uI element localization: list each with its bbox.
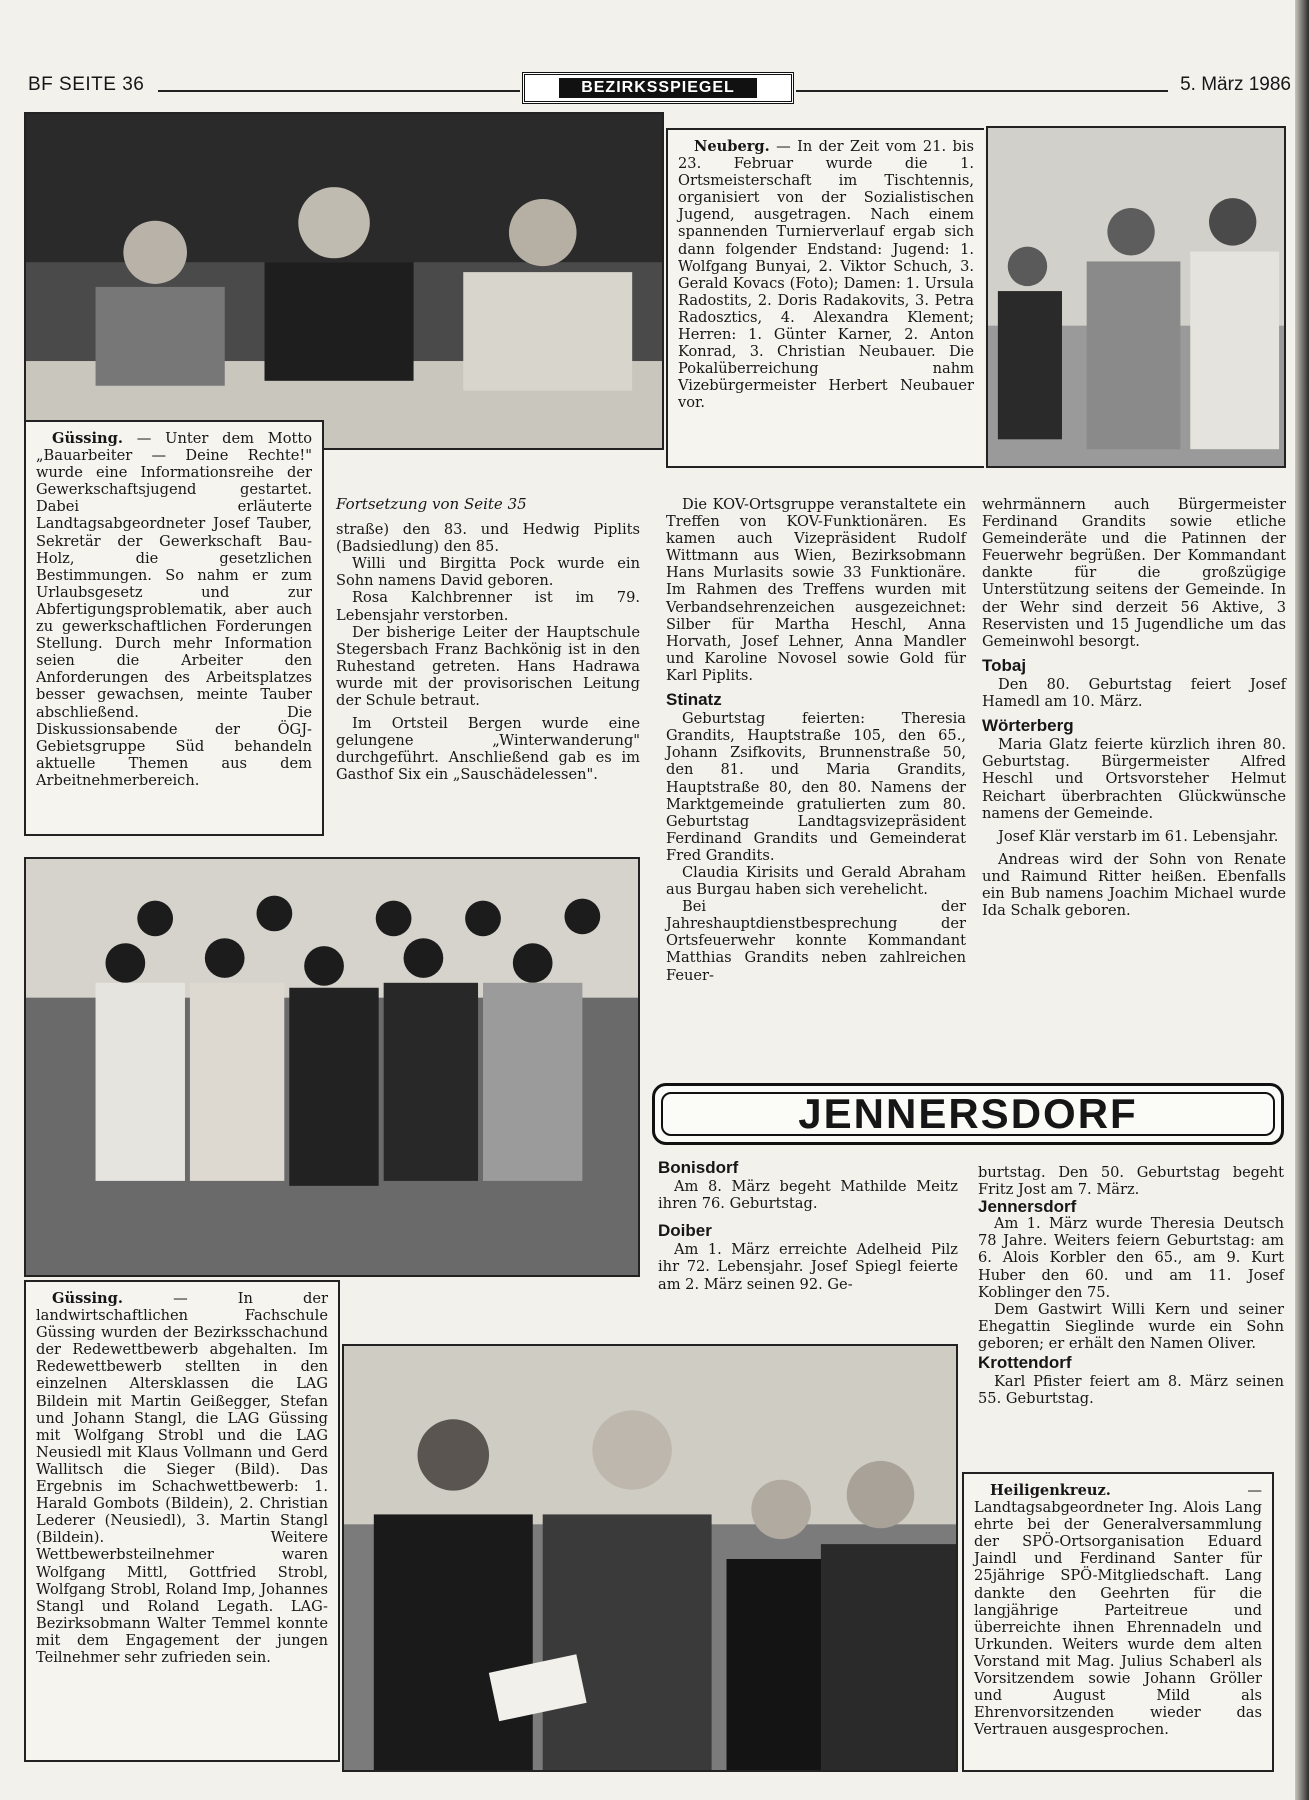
paragraph: Den 80. Geburtstag feiert Josef Hamedl am 10. März. [982, 675, 1286, 711]
paragraph: Geburtstag feierten: Theresia Grandits, Hauptstraße 105, den 65., Johann Zsifkovits, Brunnenstraße 50, den 81. und Maria Grandits, Hauptstraße 80, den 80. Namens der Marktgemeinde gratulierten zum 80. Geburtstag Landtagsvizepräsident Ferdinand Grandits und Gemeinderat Fred Grandits. [666, 710, 966, 864]
section-heading: Krottendorf [978, 1353, 1072, 1373]
paragraph: Die KOV-Ortsgruppe veranstaltete ein Treffen von KOV-Funktionären. Es kamen auch Vizepräsident Rudolf Wittmann aus Wien, Bezirksobmann Hans Murlasits sowie 33 Funktionäre. Im Rahmen des Treffens wurden mit Verbandsehrenzeichen ausgezeichnet: Silber für Martha Heschl, Anna Horvath, Josef Lehner, Anna Mandler und Karoline Novosel sowie Gold für Karl Piplits. [666, 496, 966, 684]
section-heading: Tobaj [982, 655, 1027, 675]
paragraph: Bei der Jahreshauptdienstbesprechung der Ortsfeuerwehr konnte Kommandant Matthias Grandits neben zahlreichen Feuer- [666, 898, 966, 984]
paragraph: Am 8. März begeht Mathilde Meitz ihren 76. Geburtstag. [658, 1178, 958, 1213]
continuation-note: Fortsetzung von Seite 35 [336, 495, 527, 513]
column-stegersbach-continued [336, 496, 640, 784]
region-banner-title: JENNERSDORF [798, 1090, 1138, 1137]
caption-text: — Landtagsabgeordneter Ing. Alois Lang ehrte bei der Generalversammlung der SPÖ-Ortsorganisation Eduard Jaindl und Ferdinand Santer für 25jährige SPÖ-Mitgliedschaft. Lang dankte den Geehrten für die langjährige Parteitreue und überreichte ihnen Ehrennadeln und Urkunden. Weiters wurde dem alten Vorstand mit Mag. Julius Schaberl als Vorsitzendem sowie Johann Gröller und August Mild als Ehrenvorsitzenden wieder das Vertrauen ausgesprochen. [974, 1482, 1262, 1739]
column-bonisdorf-doiber [658, 1152, 958, 1293]
header-rule-left [158, 90, 520, 92]
paragraph: Der bisherige Leiter der Hauptschule Stegersbach Franz Bachkönig ist in den Ruhestand getreten. Hans Hadrawa wurde mit der provisorischen Leitung der Schule betraut. [336, 623, 640, 710]
caption-guessing-union [24, 420, 324, 836]
photo-union-meeting [24, 112, 664, 450]
paragraph: Am 1. März erreichte Adelheid Pilz ihr 72. Lebensjahr. Josef Spiegl feierte am 2. März seinen 92. Ge- [658, 1241, 958, 1293]
caption-heiligenkreuz [962, 1472, 1274, 1772]
paragraph: Maria Glatz feierte kürzlich ihren 80. Geburtstag. Bürgermeister Alfred Heschl und Ortsvorsteher Helmut Reichart überbrachten Glückwünsche namens der Gemeinde. [982, 736, 1286, 822]
section-heading: Bonisdorf [658, 1158, 739, 1177]
page-edge-shadow [1295, 0, 1309, 1800]
issue-date: 5. März 1986 [1180, 74, 1291, 95]
paragraph: Willi und Birgitta Pock wurde ein Sohn namens David geboren. [336, 555, 640, 590]
column-tobaj-woerterberg [982, 496, 1286, 919]
paragraph: Karl Pfister feiert am 8. März seinen 55. Geburtstag. [978, 1373, 1284, 1408]
paragraph: Dem Gastwirt Willi Kern und seiner Ehegattin Sieglinde wurde ein Sohn geboren; er erhält den Namen Oliver. [978, 1300, 1284, 1352]
paragraph: Am 1. März wurde Theresia Deutsch 78 Jahre. Weiters feiern Geburtstag: am 6. Alois Korbler den 65., am 9. Kurt Huber den 60. und am 11. Josef Koblinger den 75. [978, 1215, 1284, 1301]
caption-lead: Neuberg. [694, 138, 770, 155]
photo-party-honours [342, 1344, 958, 1772]
section-heading: Stinatz [666, 690, 722, 710]
paragraph: wehrmännern auch Bürgermeister Ferdinand Grandits sowie etliche Gemeinderäte und die Patinnen der Feuerwehr begrüßen. Der Kommandant dankte für die großzügige Unterstützung seitens der Gemeinde. In der Wehr sind derzeit 56 Aktive, 3 Reservisten und 15 Jugendliche um das Gemeinwohl besorgt. [982, 496, 1286, 650]
caption-neuberg [666, 128, 984, 468]
caption-guessing-contest [24, 1280, 340, 1762]
photo-competition-winners-group [24, 857, 640, 1277]
paragraph: Rosa Kalchbrenner ist im 79. Lebensjahr verstorben. [336, 589, 640, 624]
caption-text: — Unter dem Motto „Bauarbeiter — Deine Rechte!" wurde eine Informationsreihe der Gewerkschaftsjugend gestartet. Dabei erläuterte Landtagsabgeordneter Josef Tauber, Sekretär der Gewerkschaft Bau-Holz, die gesetzlichen Bestimmungen. So nahm er zum Urlaubsgesetz und zur Abfertigungsproblematik, aber auch zu gewerkschaftlichen Forderungen Stellung. Durch mehr Information seien die Arbeiter den Anforderungen des Arbeitsplatzes besser gewachsen, meinte Tauber abschließend. Die Diskussionsabende der ÖGJ-Gebietsgruppe Süd behandeln aktuelle Themen aus dem Arbeitnehmerbereich. [36, 430, 313, 789]
paragraph: Josef Klär verstarb im 61. Lebensjahr. [998, 827, 1279, 845]
paragraph: Andreas wird der Sohn von Renate und Raimund Ritter heißen. Ebenfalls ein Bub namens Joachim Michael wurde Ida Schalk geboren. [982, 850, 1286, 920]
caption-text: — In der landwirtschaftlichen Fachschule Güssing wurden der Bezirksschachund der Redewettbewerb abgehalten. Im Redewettbewerb stellten in den einzelnen Altersklassen die LAG Bildein mit Martin Geißegger, Stefan und Johann Stangl, die LAG Güssing mit Wolfgang Strobl und die LAG Neusiedl mit Klaus Vollmann und Gerd Wallitsch die Sieger (Bild). Das Ergebnis im Schachwettbewerb: 1. Harald Gombots (Bildein), 2. Christian Lederer (Neusiedl), 3. Martin Stangl (Bildein). Weitere Wettbewerbsteilnehmer waren Wolfgang Mittl, Gottfried Strobl, Wolfgang Strobl, Roland Imp, Johannes Stangl und Roland Legath. LAG-Bezirksobmann Walter Temmel konnte mit dem Engagement der jungen Teilnehmer sehr zufrieden sein. [36, 1290, 328, 1666]
section-heading: Jennersdorf [978, 1197, 1077, 1217]
photo-table-tennis-winners [986, 126, 1286, 468]
column-jennersdorf-krottendorf [978, 1164, 1284, 1407]
paragraph: Claudia Kirisits und Gerald Abraham aus Burgau haben sich verehelicht. [666, 863, 966, 899]
caption-text: — In der Zeit vom 21. bis 23. Februar wurde die 1. Ortsmeisterschaft im Tischtennis, organisiert von der Sozialistischen Jugend, ausgetragen. Nach einem spannenden Turnierverlauf ergab sich dann folgender Endstand: Jugend: 1. Wolfgang Bunyai, 2. Viktor Schuch, 3. Gerald Kovacs (Foto); Damen: 1. Ursula Radostits, 2. Doris Radakovits, 3. Petra Radosztics, 4. Alexandra Klement; Herren: 1. Günter Karner, 2. Anton Konrad, 3. Christian Neubauer. Die Pokalüberreichung nahm Vizebürgermeister Herbert Neubauer vor. [678, 138, 974, 412]
caption-lead: Heiligenkreuz. [990, 1482, 1111, 1499]
region-banner [652, 1083, 1284, 1145]
section-label: BEZIRKSSPIEGEL [559, 78, 757, 98]
column-stinatz [666, 496, 966, 984]
paragraph: burtstag. Den 50. Geburtstag begeht Fritz Jost am 7. März. [978, 1164, 1284, 1199]
header-rule-right [796, 90, 1168, 92]
section-heading: Wörterberg [982, 716, 1074, 736]
caption-lead: Güssing. [52, 430, 123, 447]
page-number: BF SEITE 36 [28, 74, 145, 95]
caption-lead: Güssing. [52, 1290, 123, 1307]
paragraph: straße) den 83. und Hedwig Piplits (Badsiedlung) den 85. [336, 521, 640, 556]
section-heading: Doiber [658, 1221, 712, 1241]
section-label-box [522, 72, 794, 104]
paragraph: Im Ortsteil Bergen wurde eine gelungene „Winterwanderung" durchgeführt. Anschließend gab es im Gasthof Six ein „Sauschädelessen". [336, 715, 640, 784]
